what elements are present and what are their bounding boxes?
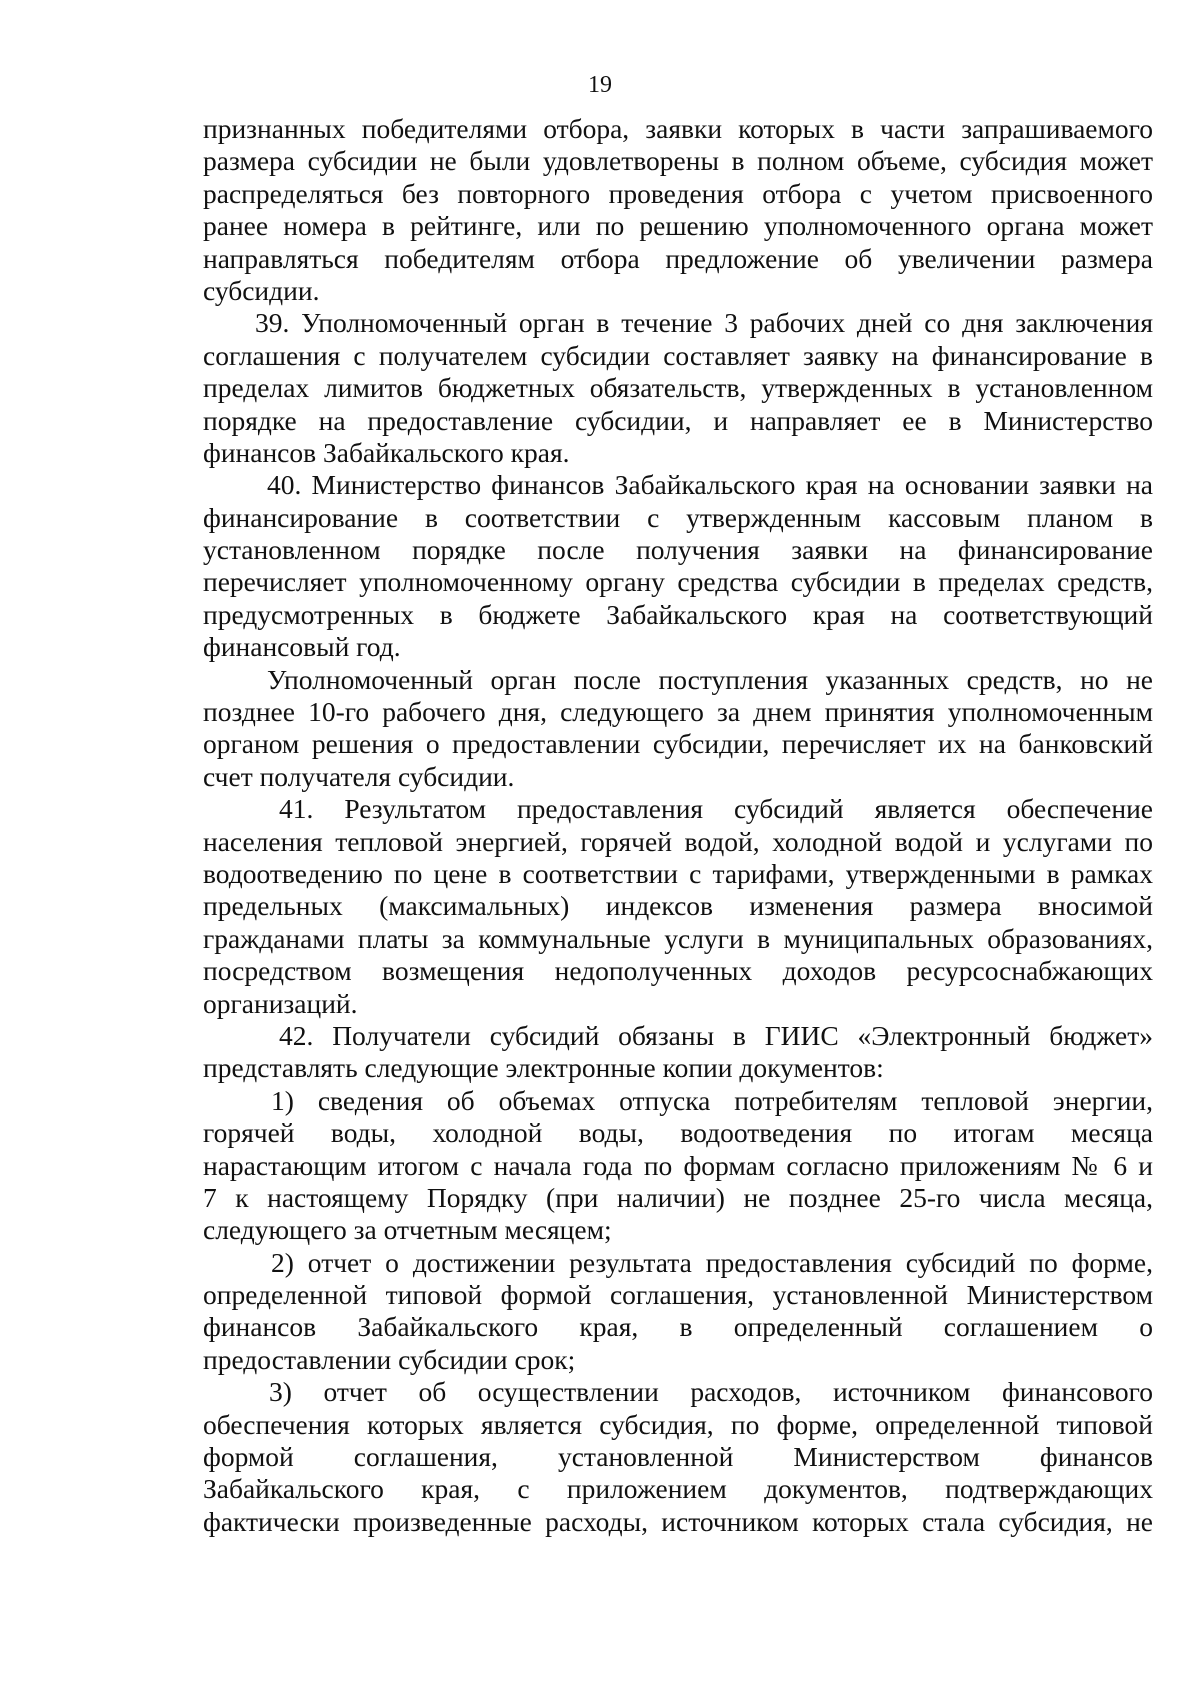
text-line: порядке на предоставление субсидии, и направляет ее в Министерство [203,404,1153,436]
text-line: пределах лимитов бюджетных обязательств, утвержденных в установленном [203,372,1153,404]
text-line: предоставлении субсидии срок; [203,1343,576,1375]
text-line: 7 к настоящему Порядку (при наличии) не позднее 25-го числа месяца, [203,1181,1153,1213]
text-line: гражданами платы за коммунальные услуги в муниципальных образованиях, [203,922,1153,954]
text-line: нарастающим итогом с начала года по формам согласно приложениям № 6 и [203,1149,1153,1181]
text-line: ранее номера в рейтинге, или по решению уполномоченного органа может [203,210,1153,242]
text-line: предельных (максимальных) индексов изменения размера вносимой [203,890,1153,922]
text-line: формой соглашения, установленной Министерством финансов [203,1441,1153,1473]
text-line: определенной типовой формой соглашения, установленной Министерством [203,1279,1153,1311]
text-line: организаций. [203,987,358,1019]
text-line: финансов Забайкальского края, в определенный соглашением о [203,1311,1153,1343]
paragraph-41-start: 41. Результатом предоставления субсидий является обеспечение [279,793,1153,825]
text-line: горячей воды, холодной воды, водоотведения по итогам месяца [203,1117,1153,1149]
text-line: признанных победителями отбора, заявки которых в части запрашиваемого [203,113,1153,144]
text-line: субсидии. [203,274,320,306]
text-line: соглашения с получателем субсидии составляет заявку на финансирование в [203,339,1153,371]
text-line: счет получателя субсидии. [203,760,515,792]
list-item-2-start: 2) отчет о достижении результата предоставления субсидий по форме, [271,1246,1153,1278]
text-line: водоотведению по цене в соответствии с тарифами, утвержденными в рамках [203,857,1153,889]
text-line: финансовый год. [203,631,401,663]
list-item-3-start: 3) отчет об осуществлении расходов, источником финансового [269,1376,1153,1408]
text-line: распределяться без повторного проведения отбора с учетом присвоенного [203,177,1153,209]
text-line: представлять следующие электронные копии документов: [203,1052,884,1084]
text-line: предусмотренных в бюджете Забайкальского края на соответствующий [203,598,1153,630]
paragraph-39-start: 39. Уполномоченный орган в течение 3 рабочих дней со дня заключения [255,307,1153,339]
text-line: финансов Забайкальского края. [203,436,570,468]
list-item-1-start: 1) сведения об объемах отпуска потребителям тепловой энергии, [271,1084,1153,1116]
text-line: перечисляет уполномоченному органу средства субсидии в пределах средств, [203,566,1153,598]
text-line: Забайкальского края, с приложением документов, подтверждающих [203,1473,1153,1505]
paragraph-40-start: 40. Министерство финансов Забайкальского края на основании заявки на [267,469,1153,501]
text-line: позднее 10-го рабочего дня, следующего за днем принятия уполномоченным [203,696,1153,728]
text-line: населения тепловой энергией, горячей водой, холодной водой и услугами по [203,825,1153,857]
text-line: следующего за отчетным месяцем; [203,1214,612,1246]
text-line: установленном порядке после получения заявки на финансирование [203,534,1153,566]
text-line: органом решения о предоставлении субсидии, перечисляет их на банковский [203,728,1153,760]
text-line: фактически произведенные расходы, источником которых стала субсидия, не [203,1505,1153,1537]
text-line: финансирование в соответствии с утвержденным кассовым планом в [203,501,1153,533]
page-number: 19 [588,72,612,98]
text-line: обеспечения которых является субсидия, по форме, определенной типовой [203,1408,1153,1440]
paragraph-start: Уполномоченный орган после поступления указанных средств, но не [267,663,1153,695]
text-line: размера субсидии не были удовлетворены в полном объеме, субсидия может [203,145,1153,177]
text-line: посредством возмещения недополученных доходов ресурсоснабжающих [203,955,1153,987]
text-line: направляться победителям отбора предложение об увеличении размера [203,242,1153,274]
paragraph-42-start: 42. Получатели субсидий обязаны в ГИИС «Электронный бюджет» [279,1019,1153,1051]
document-body [203,113,1153,1538]
